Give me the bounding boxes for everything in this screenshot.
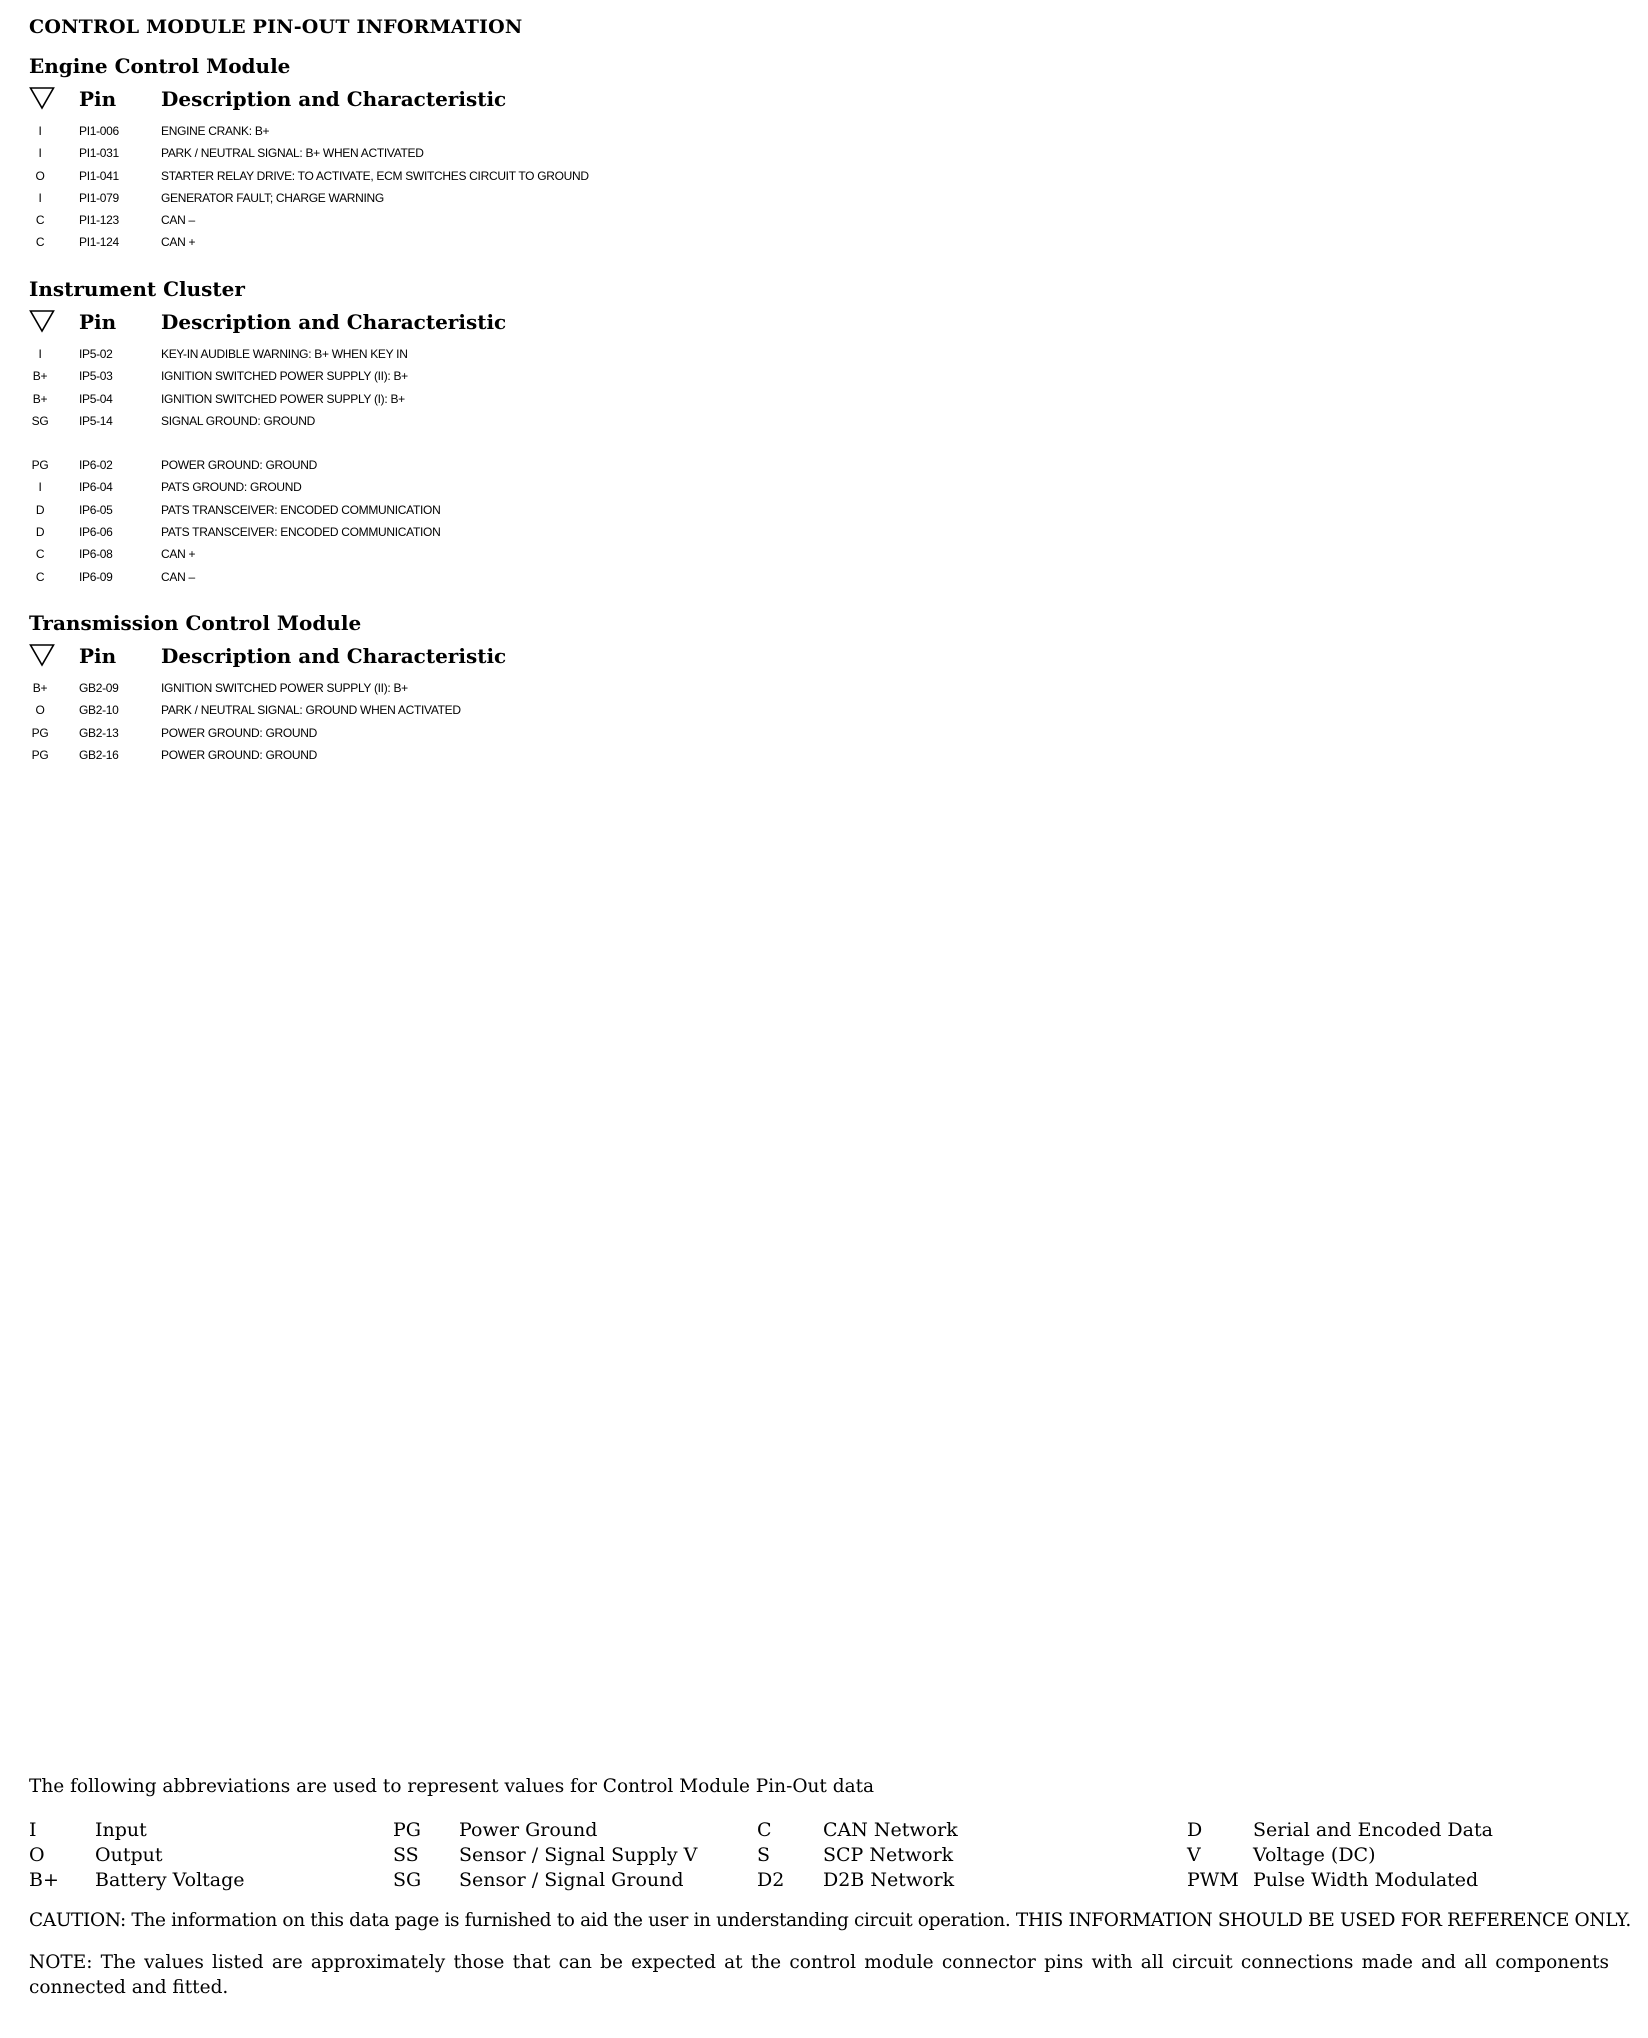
pin-description: SIGNAL GROUND: GROUND — [161, 413, 315, 428]
abbreviation-meaning: CAN Network — [823, 1819, 958, 1841]
signal-type: C — [35, 569, 45, 584]
pin-id: PI1-031 — [79, 146, 119, 161]
pin-id: IP6-08 — [79, 547, 113, 562]
pin-id: IP5-04 — [79, 391, 113, 406]
pin-table — [29, 343, 1029, 588]
pin-id: IP5-03 — [79, 369, 113, 384]
pin-table — [29, 677, 1029, 766]
pin-id: PI1-124 — [79, 235, 119, 250]
abbreviation-meaning: Sensor / Signal Supply V — [459, 1844, 698, 1866]
pin-id: IP6-06 — [79, 525, 113, 540]
caution-text: CAUTION: The information on this data page is furnished to aid the user in understanding circuit operation. THIS INFORMATION SHOULD BE USED FOR REFERENCE ONLY. — [29, 1910, 1631, 1931]
abbreviation-meaning: SCP Network — [823, 1844, 954, 1866]
abbreviation-meaning: D2B Network — [823, 1869, 955, 1891]
abbreviation-code: SS — [393, 1844, 419, 1866]
table-row — [29, 231, 1029, 253]
table-row — [29, 343, 1029, 365]
table-row — [29, 365, 1029, 387]
pin-description: IGNITION SWITCHED POWER SUPPLY (II): B+ — [161, 369, 408, 384]
table-row — [29, 476, 1029, 498]
abbreviation-code: B+ — [29, 1869, 59, 1891]
pin-id: IP5-02 — [79, 347, 113, 361]
pin-table — [29, 120, 1029, 254]
abbreviation-code: S — [757, 1844, 771, 1866]
pin-id: GB2-10 — [79, 703, 119, 718]
signal-type: I — [38, 347, 42, 361]
pin-id: PI1-079 — [79, 190, 119, 205]
pin-id: PI1-041 — [79, 168, 119, 183]
pin-column-header: Pin — [79, 644, 117, 668]
note-text: NOTE: The values listed are approximately those that can be expected at the control module connector pins with all circuit connections made and all components connected and fitted. — [29, 1952, 1609, 1998]
pin-id: IP6-04 — [79, 480, 113, 495]
signal-type: I — [38, 124, 42, 138]
pin-id: GB2-16 — [79, 747, 119, 762]
triangle-down-icon — [29, 309, 55, 333]
pin-id: PI1-006 — [79, 124, 119, 138]
abbreviations-intro: The following abbreviations are used to represent values for Control Module Pin-Out data — [29, 1776, 875, 1797]
table-row — [29, 722, 1029, 744]
signal-type: C — [35, 547, 45, 562]
pin-id: GB2-13 — [79, 725, 119, 740]
pin-id: IP6-02 — [79, 458, 113, 473]
pin-description: GENERATOR FAULT; CHARGE WARNING — [161, 190, 384, 205]
section-title: Transmission Control Module — [29, 611, 362, 635]
pin-description: PARK / NEUTRAL SIGNAL: GROUND WHEN ACTIVATED — [161, 703, 461, 718]
signal-type: PG — [31, 725, 49, 740]
abbreviation-code: C — [757, 1819, 772, 1841]
signal-type: B+ — [32, 391, 48, 406]
table-row — [29, 187, 1029, 209]
abbreviation-meaning: Serial and Encoded Data — [1253, 1819, 1493, 1841]
table-row — [29, 677, 1029, 699]
triangle-down-icon — [29, 86, 55, 110]
pin-id: IP6-05 — [79, 502, 113, 517]
pin-description: IGNITION SWITCHED POWER SUPPLY (II): B+ — [161, 681, 408, 695]
table-row — [29, 142, 1029, 164]
pin-id: IP6-09 — [79, 569, 113, 584]
signal-type: SG — [31, 413, 49, 428]
abbreviation-code: O — [29, 1844, 45, 1866]
signal-type: C — [35, 213, 45, 228]
pin-description: STARTER RELAY DRIVE: TO ACTIVATE, ECM SWITCHES CIRCUIT TO GROUND — [161, 168, 589, 183]
table-row — [29, 699, 1029, 721]
table-row — [29, 410, 1029, 432]
table-row — [29, 209, 1029, 231]
table-header — [29, 305, 1029, 339]
pin-description: KEY-IN AUDIBLE WARNING: B+ WHEN KEY IN — [161, 347, 408, 361]
abbreviation-code: SG — [393, 1869, 422, 1891]
abbreviation-code: V — [1187, 1844, 1201, 1866]
pin-description: PARK / NEUTRAL SIGNAL: B+ WHEN ACTIVATED — [161, 146, 424, 161]
signal-type: O — [35, 168, 45, 183]
abbreviation-meaning: Output — [95, 1844, 163, 1866]
signal-type: B+ — [32, 369, 48, 384]
signal-type: I — [38, 146, 42, 161]
table-row — [29, 499, 1029, 521]
table-row — [29, 388, 1029, 410]
pin-description: CAN – — [161, 569, 195, 584]
pin-description: IGNITION SWITCHED POWER SUPPLY (I): B+ — [161, 391, 405, 406]
signal-type: C — [35, 235, 45, 250]
description-column-header: Description and Characteristic — [161, 87, 507, 111]
pin-description: POWER GROUND: GROUND — [161, 458, 318, 473]
section-title: Instrument Cluster — [29, 277, 245, 301]
table-row — [29, 454, 1029, 476]
pin-column-header: Pin — [79, 310, 117, 334]
table-row — [29, 744, 1029, 766]
abbreviation-code: D2 — [757, 1869, 785, 1891]
pin-description: PATS TRANSCEIVER: ENCODED COMMUNICATION — [161, 525, 441, 540]
section-instrument-cluster — [29, 273, 1029, 588]
signal-type: D — [35, 525, 45, 540]
signal-type: D — [35, 502, 45, 517]
signal-type: I — [38, 190, 42, 205]
abbreviation-code: PWM — [1187, 1869, 1239, 1891]
pin-description: CAN + — [161, 235, 196, 250]
signal-type: B+ — [32, 681, 48, 695]
abbreviation-meaning: Battery Voltage — [95, 1869, 245, 1891]
description-column-header: Description and Characteristic — [161, 310, 507, 334]
description-column-header: Description and Characteristic — [161, 644, 507, 668]
abbreviation-meaning: Pulse Width Modulated — [1253, 1869, 1479, 1891]
pin-description: POWER GROUND: GROUND — [161, 747, 318, 762]
pin-description: PATS TRANSCEIVER: ENCODED COMMUNICATION — [161, 502, 441, 517]
page-title: CONTROL MODULE PIN-OUT INFORMATION — [29, 16, 523, 38]
pin-description: CAN – — [161, 213, 195, 228]
table-row — [29, 120, 1029, 142]
abbreviation-meaning: Power Ground — [459, 1819, 598, 1841]
section-transmission-control-module — [29, 607, 1029, 766]
abbreviation-meaning: Input — [95, 1819, 147, 1841]
abbreviation-code: I — [29, 1819, 37, 1841]
pin-id: IP5-14 — [79, 413, 113, 428]
abbreviation-meaning: Sensor / Signal Ground — [459, 1869, 684, 1891]
pin-description: ENGINE CRANK: B+ — [161, 124, 270, 138]
signal-type: I — [38, 480, 42, 495]
pin-description: CAN + — [161, 547, 196, 562]
signal-type: PG — [31, 458, 49, 473]
section-title: Engine Control Module — [29, 54, 291, 78]
table-row — [29, 521, 1029, 543]
abbreviation-code: PG — [393, 1819, 421, 1841]
signal-type: O — [35, 703, 45, 718]
signal-type: PG — [31, 747, 49, 762]
table-header — [29, 82, 1029, 116]
table-header — [29, 639, 1029, 673]
table-row — [29, 165, 1029, 187]
pin-id: GB2-09 — [79, 681, 119, 695]
table-row — [29, 566, 1029, 588]
abbreviation-code: D — [1187, 1819, 1203, 1841]
pin-description: PATS GROUND: GROUND — [161, 480, 302, 495]
table-row — [29, 543, 1029, 565]
abbreviations-legend — [29, 1818, 1629, 1898]
pin-id: PI1-123 — [79, 213, 119, 228]
pin-column-header: Pin — [79, 87, 117, 111]
triangle-down-icon — [29, 643, 55, 667]
pin-description: POWER GROUND: GROUND — [161, 725, 318, 740]
abbreviation-meaning: Voltage (DC) — [1253, 1844, 1376, 1866]
section-engine-control-module — [29, 50, 1029, 254]
